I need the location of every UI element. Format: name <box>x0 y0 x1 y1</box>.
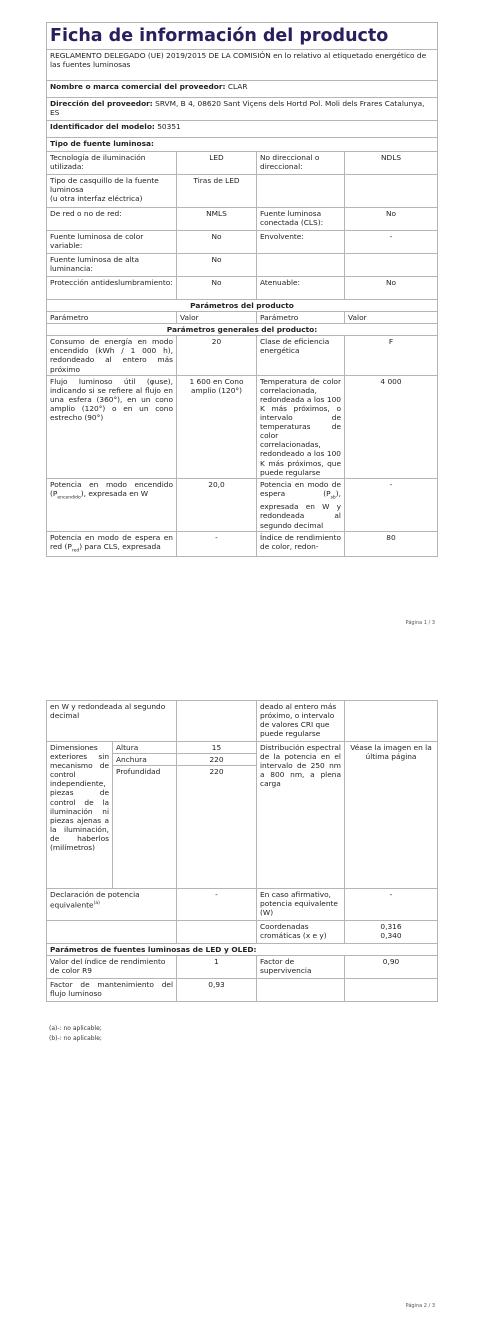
page-1 <box>0 0 483 640</box>
equiv-label: Declaración de potencia equivalente$^{(a)}$ <box>47 889 177 921</box>
supplier-name-row: Nombre o marca comercial del proveedor: CLAR <box>47 81 438 98</box>
r9-label: Valor del índice de rendimiento de color R9 <box>47 956 177 979</box>
depth-label: Profundidad <box>113 766 177 889</box>
equiv-power-label: En caso afirmativo, potencia equivalente (W) <box>257 889 345 921</box>
mains-value: NMLS <box>177 208 257 231</box>
maintenance-empty-2 <box>345 979 438 1002</box>
note-a: (a)-: no aplicable; <box>49 1025 102 1032</box>
chroma-value: 0,316 0,340 <box>345 921 438 944</box>
high-luminance-label: Fuente luminosa de alta luminancia: <box>47 254 177 277</box>
energy-value: 20 <box>177 336 257 375</box>
spd-value: Véase la imagen en la última página <box>345 742 438 889</box>
spd-label: Distribución espectral de la potencia en el intervalo de 250 nm a 800 nm, a plena carga <box>257 742 345 889</box>
dimensions-label: Dimensiones exteriores sin mecanismo de control independiente, piezas de control de la iluminación ni piezas ajenas a la iluminación, de haberlos (milímetros) <box>47 742 113 889</box>
dimmable-value: No <box>345 277 438 300</box>
antiglare-value: No <box>177 277 257 300</box>
high-lum-empty <box>257 254 345 277</box>
height-value: 15 <box>177 742 257 754</box>
envelope-label: Envolvente: <box>257 231 345 254</box>
footnotes <box>49 1024 102 1044</box>
nondir-label: No direccional o direccional: <box>257 152 345 175</box>
standby-label: Potencia en modo de espera $(P_{sb})$, expresada en W y redondeada al segundo decimal <box>257 478 345 531</box>
cri-value-cont <box>345 701 438 742</box>
maintenance-label: Factor de mantenimiento del flujo luminoso <box>47 979 177 1002</box>
standby-value: - <box>345 478 438 531</box>
equiv-value: - <box>177 889 257 921</box>
cap-value: Tiras de LED <box>177 175 257 208</box>
cap-empty-2 <box>345 175 438 208</box>
product-info-table-page1 <box>46 22 438 557</box>
dimmable-label: Atenuable: <box>257 277 345 300</box>
on-power-label: Potencia en modo encendido $(P_{encendido})$, expresada en W <box>47 478 177 531</box>
page-2 <box>0 640 483 1340</box>
net-standby-value: - <box>177 531 257 557</box>
r9-value: 1 <box>177 956 257 979</box>
cri-label: Índice de rendimiento de color, redon- <box>257 531 345 557</box>
col-param-2: Parámetro <box>257 312 345 324</box>
net-standby-value-cont <box>177 701 257 742</box>
cls-value: No <box>345 208 438 231</box>
tech-label: Tecnología de iluminación utilizada: <box>47 152 177 175</box>
page-number: Página 1 / 3 <box>405 620 435 626</box>
col-param-1: Parámetro <box>47 312 177 324</box>
chroma-empty-2 <box>177 921 257 944</box>
flux-label: Flujo luminoso útil (φuse), indicando si se refiere al flujo en una esfera (360°), en un cono amplio (120°) o en un cono estrecho (90°) <box>47 375 177 478</box>
net-standby-label-cont: en W y redondeada al segundo decimal <box>47 701 177 742</box>
supplier-address-row: Dirección del proveedor: SRVM, B 4, 08620 Sant Viçens dels Hortd Pol. Moli dels Frares Catalunya, ES <box>47 98 438 121</box>
general-params-heading: Parámetros generales del producto: <box>47 324 438 336</box>
page-title: Ficha de información del producto <box>47 23 438 50</box>
product-info-table-page2 <box>46 700 438 1002</box>
tech-value: LED <box>177 152 257 175</box>
led-params-heading: Parámetros de fuentes luminosas de LED y OLED: <box>47 944 438 956</box>
high-lum-empty-2 <box>345 254 438 277</box>
envelope-value: - <box>345 231 438 254</box>
on-power-value: 20,0 <box>177 478 257 531</box>
equiv-power-value: - <box>345 889 438 921</box>
col-value-1: Valor <box>177 312 257 324</box>
cri-label-cont: deado al entero más próximo, o intervalo de valores CRI que puede regularse <box>257 701 345 742</box>
cap-empty <box>257 175 345 208</box>
nondir-value: NDLS <box>345 152 438 175</box>
chroma-label: Coordenadas cromáticas (x e y) <box>257 921 345 944</box>
width-label: Anchura <box>113 754 177 766</box>
product-params-heading: Parámetros del producto <box>47 300 438 312</box>
width-value: 220 <box>177 754 257 766</box>
cls-label: Fuente luminosa conectada (CLS): <box>257 208 345 231</box>
colour-tunable-value: No <box>177 231 257 254</box>
cri-value: 80 <box>345 531 438 557</box>
efficiency-class-label: Clase de eficiencia energética <box>257 336 345 375</box>
regulation-text: REGLAMENTO DELEGADO (UE) 2019/2015 DE LA COMISIÓN en lo relativo al etiquetado energético de las fuentes luminosas <box>47 50 438 81</box>
cct-value: 4 000 <box>345 375 438 478</box>
maintenance-empty <box>257 979 345 1002</box>
page-number: Página 2 / 3 <box>405 1303 435 1309</box>
chroma-empty <box>47 921 177 944</box>
height-label: Altura <box>113 742 177 754</box>
energy-label: Consumo de energía en modo encendido (kWh / 1 000 h), redondeado al entero más próximo <box>47 336 177 375</box>
efficiency-class-value: F <box>345 336 438 375</box>
cct-label: Temperatura de color correlacionada, redondeada a los 100 K más próximos, o intervalo de temperaturas de color correlacionadas, redondeado a los 100 K más próximos, que puede regularse <box>257 375 345 478</box>
flux-value: 1 600 en Cono amplio (120°) <box>177 375 257 478</box>
net-standby-label: Potencia en modo de espera en red $(P_{red})$ para CLS, expresada <box>47 531 177 557</box>
antiglare-label: Protección antideslumbramiento: <box>47 277 177 300</box>
maintenance-value: 0,93 <box>177 979 257 1002</box>
high-luminance-value: No <box>177 254 257 277</box>
note-b: (b)-: no aplicable; <box>49 1035 102 1042</box>
mains-label: De red o no de red: <box>47 208 177 231</box>
colour-tunable-label: Fuente luminosa de color variable: <box>47 231 177 254</box>
model-id-row: Identificador del modelo: 50351 <box>47 121 438 138</box>
cap-label: Tipo de casquillo de la fuente luminosa (u otra interfaz eléctrica) <box>47 175 177 208</box>
light-source-type-heading: Tipo de fuente luminosa: <box>47 138 438 152</box>
survival-label: Factor de supervivencia <box>257 956 345 979</box>
col-value-2: Valor <box>345 312 438 324</box>
survival-value: 0,90 <box>345 956 438 979</box>
depth-value: 220 <box>177 766 257 889</box>
